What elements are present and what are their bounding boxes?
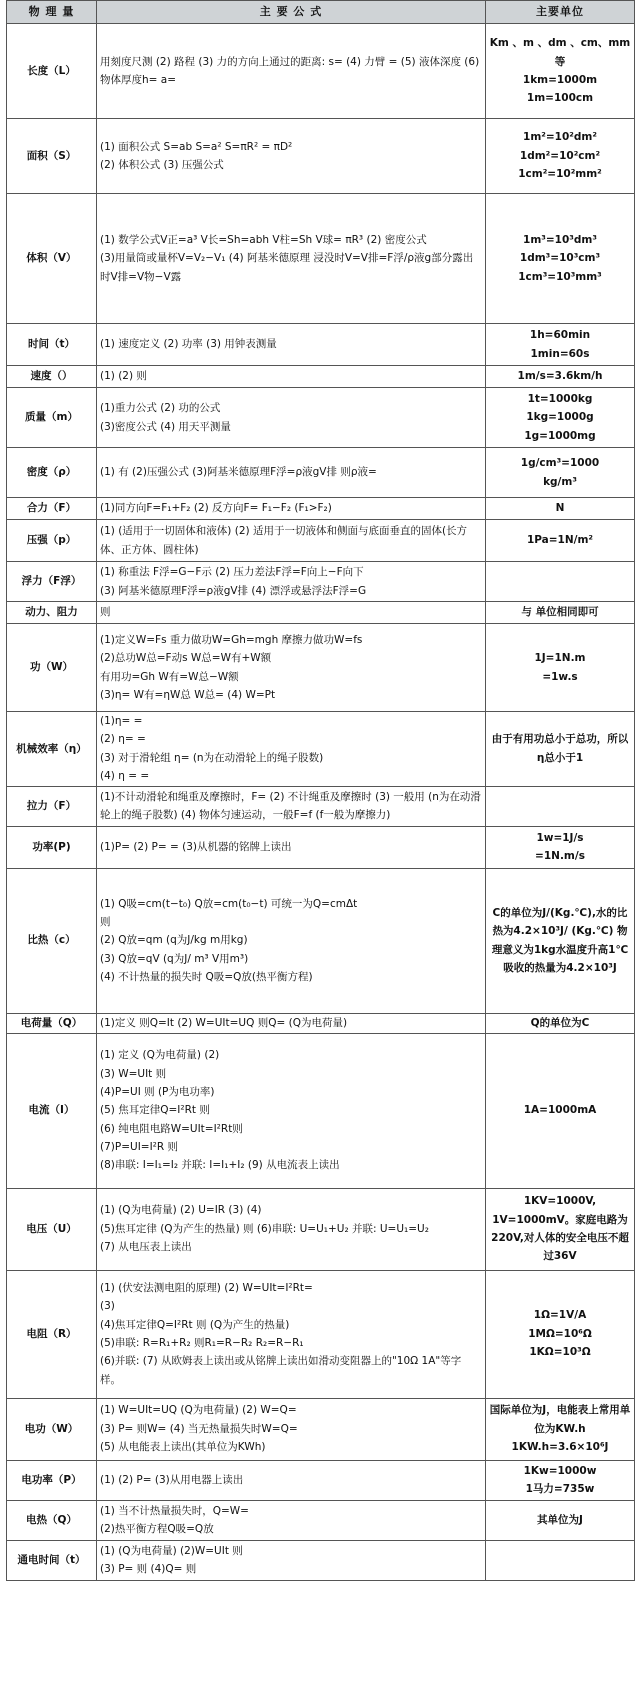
unit-cell	[486, 1540, 635, 1580]
unit-line: 1cm³=10³mm³	[518, 270, 602, 283]
formula-line: (3) W=UIt 则	[100, 1067, 167, 1080]
formula-line: 有用功=Gh W有=W总−W额	[100, 670, 239, 683]
quantity-cell: 电阻（R）	[7, 1270, 97, 1398]
formula-line: (2) 体积公式 (3) 压强公式	[100, 159, 224, 171]
unit-line: 1dm²=10²cm²	[519, 149, 601, 162]
unit-line: 1m=100cm	[526, 92, 594, 105]
formula-line: (1) (Q为电荷量) (2) U=IR (3) (4)	[100, 1204, 262, 1217]
table-row-length	[7, 24, 635, 119]
table-row-voltage	[7, 1188, 635, 1270]
table-row-pressure	[7, 520, 635, 562]
formula-cell	[97, 602, 486, 624]
formula-cell	[97, 624, 486, 712]
formula-line: 则	[100, 915, 111, 928]
unit-line: N	[555, 502, 565, 515]
unit-line: kg/m³	[543, 475, 577, 488]
quantity-cell: 比热（c）	[7, 868, 97, 1013]
unit-cell	[486, 868, 635, 1013]
formula-line: 用刻度尺测 (2) 路程 (3) 力的方向上通过的距离: s= (4) 力臂 = (5) 液体深度 (6)物体厚度h= a=	[100, 55, 480, 86]
formula-line: (3)密度公式 (4) 用天平测量	[100, 420, 231, 433]
formula-line: (1) (2) 则	[100, 370, 147, 383]
unit-cell	[486, 324, 635, 366]
quantity-cell: 电压（U）	[7, 1188, 97, 1270]
formula-cell	[97, 448, 486, 498]
formula-cell	[97, 712, 486, 787]
formula-sheet	[6, 0, 634, 1581]
table-row-area	[7, 119, 635, 194]
quantity-cell: 通电时间（t）	[7, 1540, 97, 1580]
unit-line: 国际单位为J，电能表上常用单位为KW.h	[489, 1404, 631, 1435]
unit-line: 1J=1N.m	[534, 652, 586, 665]
unit-cell	[486, 826, 635, 868]
unit-line: 由于有用功总小于总功，所以η总小于1	[491, 733, 629, 764]
header-unit: 主要单位	[486, 1, 635, 24]
table-row-buoyancy	[7, 562, 635, 602]
formula-cell	[97, 24, 486, 119]
quantity-cell: 时间（t）	[7, 324, 97, 366]
unit-cell	[486, 24, 635, 119]
formula-line: (3)	[100, 1300, 115, 1313]
unit-cell	[486, 602, 635, 624]
unit-line: 1m³=10³dm³	[523, 233, 597, 246]
unit-cell	[486, 1270, 635, 1398]
formula-line: (1) 面积公式 S=ab S=a² S=πR² = πD²	[100, 140, 293, 153]
formula-line: (4) 不计热量的损失时 Q吸=Q放(热平衡方程)	[100, 971, 313, 984]
quantity-cell: 体积（V）	[7, 194, 97, 324]
quantity-cell: 质量（m）	[7, 388, 97, 448]
unit-cell	[486, 498, 635, 520]
formula-line: (4) η = =	[100, 770, 150, 783]
table-row-resistance	[7, 1270, 635, 1398]
formula-line: (1) 数学公式V正=a³ V长=Sh=abh V柱=Sh V球= πR³ (2) 密度公式	[100, 233, 427, 246]
formula-line: (1)重力公式 (2) 功的公式	[100, 402, 221, 415]
table-row-current	[7, 1033, 635, 1188]
formula-line: (5)焦耳定律 (Q为产生的热量) 则 (6)串联: U=U₁+U₂ 并联: U=U₁=U₂	[100, 1222, 429, 1235]
formula-line: (3)用量筒或量杯V=V₂−V₁ (4) 阿基米德原理 浸没时V=V排=F浮/ρ液g部分露出时V排=V物−V露	[100, 252, 474, 283]
quantity-cell: 电流（I）	[7, 1033, 97, 1188]
table-row-density	[7, 448, 635, 498]
formula-cell	[97, 366, 486, 388]
formula-line: (1) (Q为电荷量) (2)W=UIt 则	[100, 1544, 243, 1557]
formula-line: (6) 纯电阻电路W=UIt=I²Rt则	[100, 1122, 243, 1135]
unit-line: 与 单位相同即可	[521, 606, 599, 619]
unit-cell	[486, 1033, 635, 1188]
table-row-pull	[7, 786, 635, 826]
table-row-power-resist	[7, 602, 635, 624]
header-quantity: 物 理 量	[7, 1, 97, 24]
table-row-work	[7, 624, 635, 712]
unit-cell	[486, 119, 635, 194]
table-row-mass	[7, 388, 635, 448]
formula-cell	[97, 1398, 486, 1460]
unit-cell	[486, 366, 635, 388]
table-body	[7, 24, 635, 1581]
quantity-cell: 合力（F）	[7, 498, 97, 520]
quantity-cell: 拉力（F）	[7, 786, 97, 826]
quantity-cell: 动力、阻力	[7, 602, 97, 624]
formula-line: (1)P= (2) P= = (3)从机器的铭牌上读出	[100, 840, 292, 853]
unit-cell	[486, 520, 635, 562]
unit-line: 1MΩ=10⁶Ω	[528, 1327, 592, 1340]
unit-cell	[486, 786, 635, 826]
table-row-elec-time	[7, 1540, 635, 1580]
quantity-cell: 电功（W）	[7, 1398, 97, 1460]
unit-line: 其单位为J	[537, 1513, 583, 1526]
header-formula: 主 要 公 式	[97, 1, 486, 24]
unit-line: 1km=1000m	[522, 74, 598, 86]
formula-line: (1)不计动滑轮和绳重及摩擦时，F= (2) 不计绳重及摩擦时 (3) 一般用 (n为在动滑轮上的绳子股数) (4) 物体匀速运动，一般F=f (f一般为摩擦力)	[100, 790, 481, 821]
formula-line: (1) (2) P= (3)从用电器上读出	[100, 1473, 244, 1486]
quantity-cell: 电功率（P）	[7, 1460, 97, 1500]
table-row-charge	[7, 1013, 635, 1033]
header-row	[7, 1, 635, 24]
unit-cell	[486, 1460, 635, 1500]
quantity-cell: 电荷量（Q）	[7, 1013, 97, 1033]
table-row-electric-work	[7, 1398, 635, 1460]
formula-cell	[97, 1188, 486, 1270]
unit-line: 1A=1000mA	[523, 1104, 597, 1117]
table-row-power	[7, 826, 635, 868]
formula-line: (2)热平衡方程Q吸=Q放	[100, 1523, 214, 1535]
unit-cell	[486, 712, 635, 787]
formula-line: (3) 阿基米德原理F浮=ρ液gV排 (4) 漂浮或悬浮法F浮=G	[100, 584, 367, 597]
formula-cell	[97, 1500, 486, 1540]
formula-line: 则	[100, 606, 111, 619]
formula-line: (1) (伏安法测电阻的原理) (2) W=UIt=I²Rt=	[100, 1281, 313, 1294]
table-row-resultant	[7, 498, 635, 520]
formula-line: (1) (适用于一切固体和液体) (2) 适用于一切液体和侧面与底面垂直的固体(长方体、正方体、圆柱体)	[100, 525, 468, 556]
formula-cell	[97, 520, 486, 562]
formula-cell	[97, 826, 486, 868]
formula-line: (4)焦耳定律Q=I²Rt 则 (Q为产生的热量)	[100, 1318, 290, 1331]
unit-line: 1g=1000mg	[524, 429, 596, 442]
formula-line: (1) 当不计热量损失时，Q=W=	[100, 1504, 249, 1517]
unit-line: 1KV=1000V,	[523, 1195, 597, 1208]
unit-line: 1g/cm³=1000	[520, 457, 600, 470]
formula-cell	[97, 562, 486, 602]
unit-cell	[486, 562, 635, 602]
unit-line: 1KW.h=3.6×10⁶J	[511, 1441, 609, 1454]
unit-line: 1kg=1000g	[526, 411, 594, 424]
unit-line: 1Pa=1N/m²	[526, 534, 594, 547]
unit-line: =1N.m/s	[535, 850, 585, 862]
formula-line: (5) 焦耳定律Q=I²Rt 则	[100, 1104, 210, 1117]
formula-cell	[97, 194, 486, 324]
unit-cell	[486, 194, 635, 324]
table-row-speed	[7, 366, 635, 388]
unit-cell	[486, 1500, 635, 1540]
quantity-cell: 密度（ρ）	[7, 448, 97, 498]
formula-line: (5) 从电能表上读出(其单位为KWh)	[100, 1441, 266, 1454]
unit-line: 1m²=10²dm²	[523, 131, 597, 144]
formula-line: (1) 有 (2)压强公式 (3)阿基米德原理F浮=ρ液gV排 则ρ液=	[100, 466, 377, 479]
table-row-time	[7, 324, 635, 366]
quantity-cell: 面积（S）	[7, 119, 97, 194]
table-row-efficiency	[7, 712, 635, 787]
unit-line: 1m/s=3.6km/h	[517, 370, 603, 383]
table-row-electric-power	[7, 1460, 635, 1500]
formula-line: (3) Q放=qV (q为J/ m³ V用m³)	[100, 952, 249, 965]
quantity-cell: 速度（）	[7, 366, 97, 388]
formula-cell	[97, 786, 486, 826]
unit-line: Q的单位为C	[530, 1016, 590, 1029]
formula-table	[6, 0, 635, 1581]
formula-line: (7) 从电压表上读出	[100, 1241, 192, 1254]
formula-line: (2)总功W总=F动s W总=W有+W额	[100, 652, 272, 665]
unit-line: 1KΩ=10³Ω	[529, 1346, 591, 1359]
formula-line: (1)η= =	[100, 715, 143, 727]
formula-cell	[97, 119, 486, 194]
unit-cell	[486, 388, 635, 448]
formula-line: (1) 定义 (Q为电荷量) (2)	[100, 1049, 220, 1062]
formula-line: (5)串联: R=R₁+R₂ 则R₁=R−R₂ R₂=R−R₁	[100, 1337, 304, 1349]
formula-cell	[97, 498, 486, 520]
unit-line: 1h=60min	[529, 329, 591, 342]
formula-cell	[97, 1270, 486, 1398]
formula-line: (1) W=UIt=UQ (Q为电荷量) (2) W=Q=	[100, 1404, 297, 1417]
formula-line: (1) 称重法 F浮=G−F示 (2) 压力差法F浮=F向上−F向下	[100, 566, 364, 579]
quantity-cell: 长度（L）	[7, 24, 97, 119]
formula-cell	[97, 1033, 486, 1188]
formula-line: (6)并联: (7) 从欧姆表上读出或从铭牌上读出如滑动变阻器上的"10Ω 1A"等字样。	[100, 1355, 462, 1386]
unit-cell	[486, 1013, 635, 1033]
formula-cell	[97, 388, 486, 448]
unit-line: 1cm²=10²mm²	[518, 168, 602, 181]
formula-line: (1) 速度定义 (2) 功率 (3) 用钟表测量	[100, 338, 277, 351]
quantity-cell: 浮力（F浮）	[7, 562, 97, 602]
quantity-cell: 机械效率（η）	[7, 712, 97, 787]
formula-line: (1)定义W=Fs 重力做功W=Gh=mgh 摩擦力做功W=fs	[100, 633, 363, 646]
unit-line: C的单位为J/(Kg.℃),水的比热为4.2×10³J/ (Kg.℃) 物理意义为1kg水温度升高1℃吸收的热量为4.2×10³J	[491, 906, 629, 974]
quantity-cell: 功率(P)	[7, 826, 97, 868]
table-row-specific-heat	[7, 868, 635, 1013]
formula-line: (3) P= 则W= (4) 当无热量损失时W=Q=	[100, 1422, 298, 1435]
formula-cell	[97, 324, 486, 366]
formula-line: (7)P=UI=I²R 则	[100, 1141, 179, 1154]
unit-line: 1Kw=1000w	[523, 1464, 597, 1477]
table-row-electric-heat	[7, 1500, 635, 1540]
unit-line: 1V=1000mV。家庭电路为220V,对人体的安全电压不超过36V	[491, 1213, 629, 1263]
unit-cell	[486, 624, 635, 712]
formula-line: (3) 对于滑轮组 η= (n为在动滑轮上的绳子股数)	[100, 751, 324, 764]
unit-line: =1w.s	[542, 670, 578, 683]
formula-line: (1)定义 则Q=It (2) W=UIt=UQ 则Q= (Q为电荷量)	[100, 1016, 348, 1029]
quantity-cell: 压强（p）	[7, 520, 97, 562]
formula-line: (3) P= 则 (4)Q= 则	[100, 1563, 197, 1575]
unit-line: 1min=60s	[530, 347, 590, 360]
formula-line: (2) Q放=qm (q为J/kg m用kg)	[100, 934, 248, 947]
formula-cell	[97, 1540, 486, 1580]
quantity-cell: 电热（Q）	[7, 1500, 97, 1540]
unit-line: 1w=1J/s	[536, 831, 584, 844]
unit-line: 1马力=735w	[525, 1483, 595, 1495]
unit-line: 1t=1000kg	[527, 392, 593, 405]
unit-cell	[486, 1188, 635, 1270]
formula-line: (2) η= =	[100, 733, 146, 746]
unit-line: 1dm³=10³cm³	[519, 252, 601, 265]
unit-line: 1Ω=1V/A	[533, 1309, 587, 1322]
formula-line: (4)P=UI 则 (P为电功率)	[100, 1085, 215, 1098]
formula-line: (1) Q吸=cm(t−t₀) Q放=cm(t₀−t) 可统一为Q=cmΔt	[100, 897, 358, 910]
unit-cell	[486, 448, 635, 498]
formula-cell	[97, 1460, 486, 1500]
formula-line: (3)η= W有=ηW总 W总= (4) W=Pt	[100, 688, 276, 701]
quantity-cell: 功（W）	[7, 624, 97, 712]
formula-cell	[97, 1013, 486, 1033]
table-row-volume	[7, 194, 635, 324]
formula-line: (1)同方向F=F₁+F₂ (2) 反方向F= F₁−F₂ (F₁>F₂)	[100, 502, 332, 515]
unit-cell	[486, 1398, 635, 1460]
formula-cell	[97, 868, 486, 1013]
formula-line: (8)串联: I=I₁=I₂ 并联: I=I₁+I₂ (9) 从电流表上读出	[100, 1159, 340, 1172]
unit-line: Km 、m 、dm 、cm、mm等	[489, 37, 631, 68]
